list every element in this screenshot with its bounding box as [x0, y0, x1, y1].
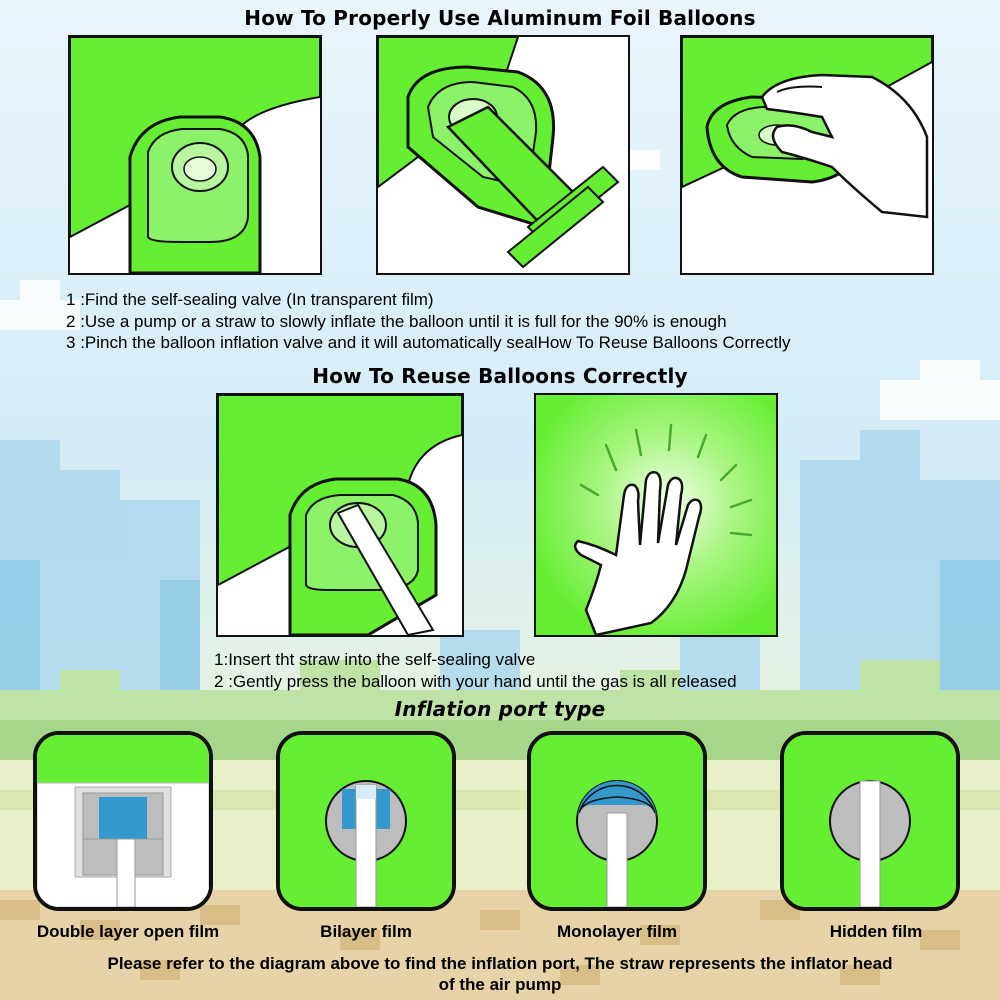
port-type-double-layer-open-film: [33, 731, 213, 911]
label-hidden-film: Hidden film: [829, 922, 923, 941]
straw-in-valve-illustration: [218, 395, 462, 635]
reuse-step1-illustration-panel: [216, 393, 464, 637]
section-title-inflation-port-type: Inflation port type: [394, 697, 606, 721]
step2-instruction: [66, 312, 727, 331]
step-text: :Insert tht straw into the self-sealing valve: [223, 650, 536, 669]
step-text: :Use a pump or a straw to slowly inflate the balloon until it is full for the 90% is enough: [80, 312, 727, 331]
monolayer-film-diagram: [531, 735, 703, 907]
step2-illustration-panel: [376, 35, 630, 275]
port-type-hidden-film: [780, 731, 960, 911]
step-number: 1: [66, 290, 76, 309]
press-balloon-hand-illustration: [536, 395, 776, 635]
step-number: 2: [66, 312, 76, 331]
label-double-layer-open-film: Double layer open film: [36, 922, 220, 941]
step-number: 1: [214, 650, 224, 669]
step1-instruction: [66, 290, 434, 309]
section-title-proper-use: How To Properly Use Aluminum Foil Balloons: [244, 6, 756, 30]
footer-note-line2: of the air pump: [438, 975, 562, 994]
section-title-reuse: How To Reuse Balloons Correctly: [312, 364, 688, 388]
self-sealing-valve-illustration: [70, 37, 320, 273]
step-text: :Gently press the balloon with your hand until the gas is all released: [228, 672, 737, 691]
double-layer-open-film-diagram: [37, 735, 209, 907]
port-type-bilayer-film: [276, 731, 456, 911]
hidden-film-diagram: [784, 735, 956, 907]
label-monolayer-film: Monolayer film: [557, 922, 677, 941]
label-bilayer-film: Bilayer film: [320, 922, 412, 941]
step-text: :Find the self-sealing valve (In transparent film): [80, 290, 434, 309]
step3-illustration-panel: [680, 35, 934, 275]
reuse-step2-instruction: [214, 672, 737, 691]
step3-instruction: [66, 333, 790, 352]
reuse-step2-illustration-panel: [534, 393, 778, 637]
footer-note: [40, 953, 960, 995]
step-number: 2: [214, 672, 224, 691]
reuse-step1-instruction: [214, 650, 535, 669]
step1-illustration-panel: [68, 35, 322, 275]
port-type-monolayer-film: [527, 731, 707, 911]
pinch-valve-illustration: [682, 37, 932, 273]
step-text: :Pinch the balloon inflation valve and it will automatically sealHow To Reuse Balloons Correctly: [80, 333, 791, 352]
step-number: 3: [66, 333, 76, 352]
footer-note-line1: Please refer to the diagram above to find the inflation port, The straw represents the inflator head: [107, 954, 893, 973]
straw-inflation-illustration: [378, 37, 628, 273]
bilayer-film-diagram: [280, 735, 452, 907]
